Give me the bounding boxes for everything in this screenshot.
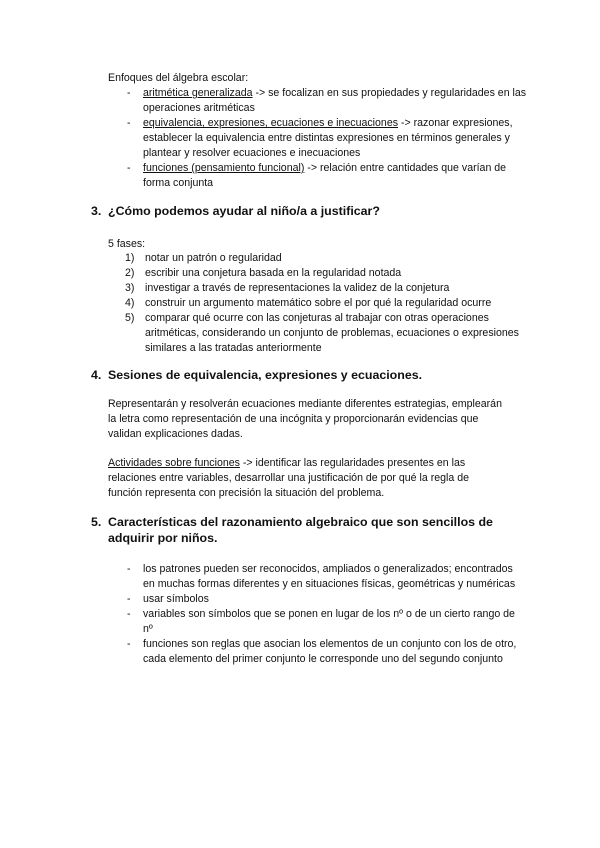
step-marker: 2) <box>125 267 135 279</box>
bullet-marker: - <box>127 608 131 620</box>
item-text: usar símbolos <box>143 593 209 605</box>
bullet-marker: - <box>127 563 131 575</box>
intro-text: -> relación entre cantidades que varían de forma conjunta <box>143 162 507 189</box>
list-item <box>127 607 519 637</box>
bullet-marker: - <box>127 593 131 605</box>
list-item <box>127 637 519 667</box>
bullet-marker: - <box>127 162 131 174</box>
list-item <box>127 86 533 116</box>
bullet-marker: - <box>127 638 131 650</box>
section-title: Características del razonamiento algebraico que son sencillos de adquirir por niños. <box>108 515 493 545</box>
intro-term: aritmética generalizada <box>143 87 253 99</box>
section-3-heading <box>91 203 380 219</box>
section-title: ¿Cómo podemos ayudar al niño/a a justificar? <box>108 204 380 218</box>
step-text: notar un patrón o regularidad <box>145 252 282 264</box>
characteristics-list <box>127 562 519 667</box>
step-text: construir un argumento matemático sobre el por qué la regularidad ocurre <box>145 297 492 309</box>
list-item <box>127 592 519 607</box>
step-text: comparar qué ocurre con las conjeturas al trabajar con otras operaciones aritméticas, considerando un conjunto de problemas, ecuaciones o expresiones similares a las tratadas anteriormente <box>145 312 519 354</box>
functions-term: Actividades sobre funciones <box>108 457 240 469</box>
step-text: investigar a través de representaciones la validez de la conjetura <box>145 282 450 294</box>
list-item <box>125 266 519 281</box>
intro-title: Enfoques del álgebra escolar: <box>108 72 249 84</box>
section-5-heading <box>91 514 518 546</box>
list-item <box>127 116 533 161</box>
section-number: 5. <box>91 515 102 529</box>
step-marker: 3) <box>125 282 135 294</box>
section-number: 3. <box>91 204 102 218</box>
intro-text: -> razonar expresiones, establecer la equivalencia entre distintas expresiones en términos generales y plantear y resolver ecuaciones e inecuaciones <box>143 117 513 159</box>
step-marker: 4) <box>125 297 135 309</box>
list-item <box>127 161 533 191</box>
item-text: funciones son reglas que asocian los elementos de un conjunto con los de otro, cada elemento del primer conjunto le corresponde uno del segundo conjunto <box>143 638 517 665</box>
section-title: Sesiones de equivalencia, expresiones y ecuaciones. <box>108 368 423 382</box>
intro-text: -> se focalizan en sus propiedades y regularidades en las operaciones aritméticas <box>143 87 527 114</box>
steps-list <box>125 251 519 356</box>
list-item <box>125 311 519 356</box>
list-item <box>125 296 519 311</box>
section-4-paragraph: Representarán y resolverán ecuaciones mediante diferentes estrategias, emplearán la letra como representación de una incógnita y proporcionarán evidencias que validan explicaciones dadas. <box>108 398 502 440</box>
intro-term: funciones (pensamiento funcional) <box>143 162 305 174</box>
list-item <box>127 562 519 592</box>
step-marker: 1) <box>125 252 135 264</box>
step-text: escribir una conjetura basada en la regularidad notada <box>145 267 402 279</box>
intro-term: equivalencia, expresiones, ecuaciones e inecuaciones <box>143 117 399 129</box>
bullet-marker: - <box>127 117 131 129</box>
intro-list <box>127 86 533 191</box>
item-text: los patrones pueden ser reconocidos, ampliados o generalizados; encontrados en muchas formas diferentes y en situaciones físicas, geométricas y numéricas <box>143 563 516 590</box>
section-4-heading <box>91 367 423 383</box>
section-4-functions-paragraph <box>108 456 502 501</box>
step-marker: 5) <box>125 312 135 324</box>
list-item <box>125 251 519 266</box>
list-item <box>125 281 519 296</box>
section-number: 4. <box>91 368 102 382</box>
bullet-marker: - <box>127 87 131 99</box>
item-text: variables son símbolos que se ponen en lugar de los nº o de un cierto rango de nº <box>143 608 515 635</box>
section-3-lead: 5 fases: <box>108 238 146 250</box>
functions-text: -> identificar las regularidades presentes en las relaciones entre variables, desarrollar una justificación de por qué la regla de función representa con precisión la situación del problema. <box>108 457 469 499</box>
